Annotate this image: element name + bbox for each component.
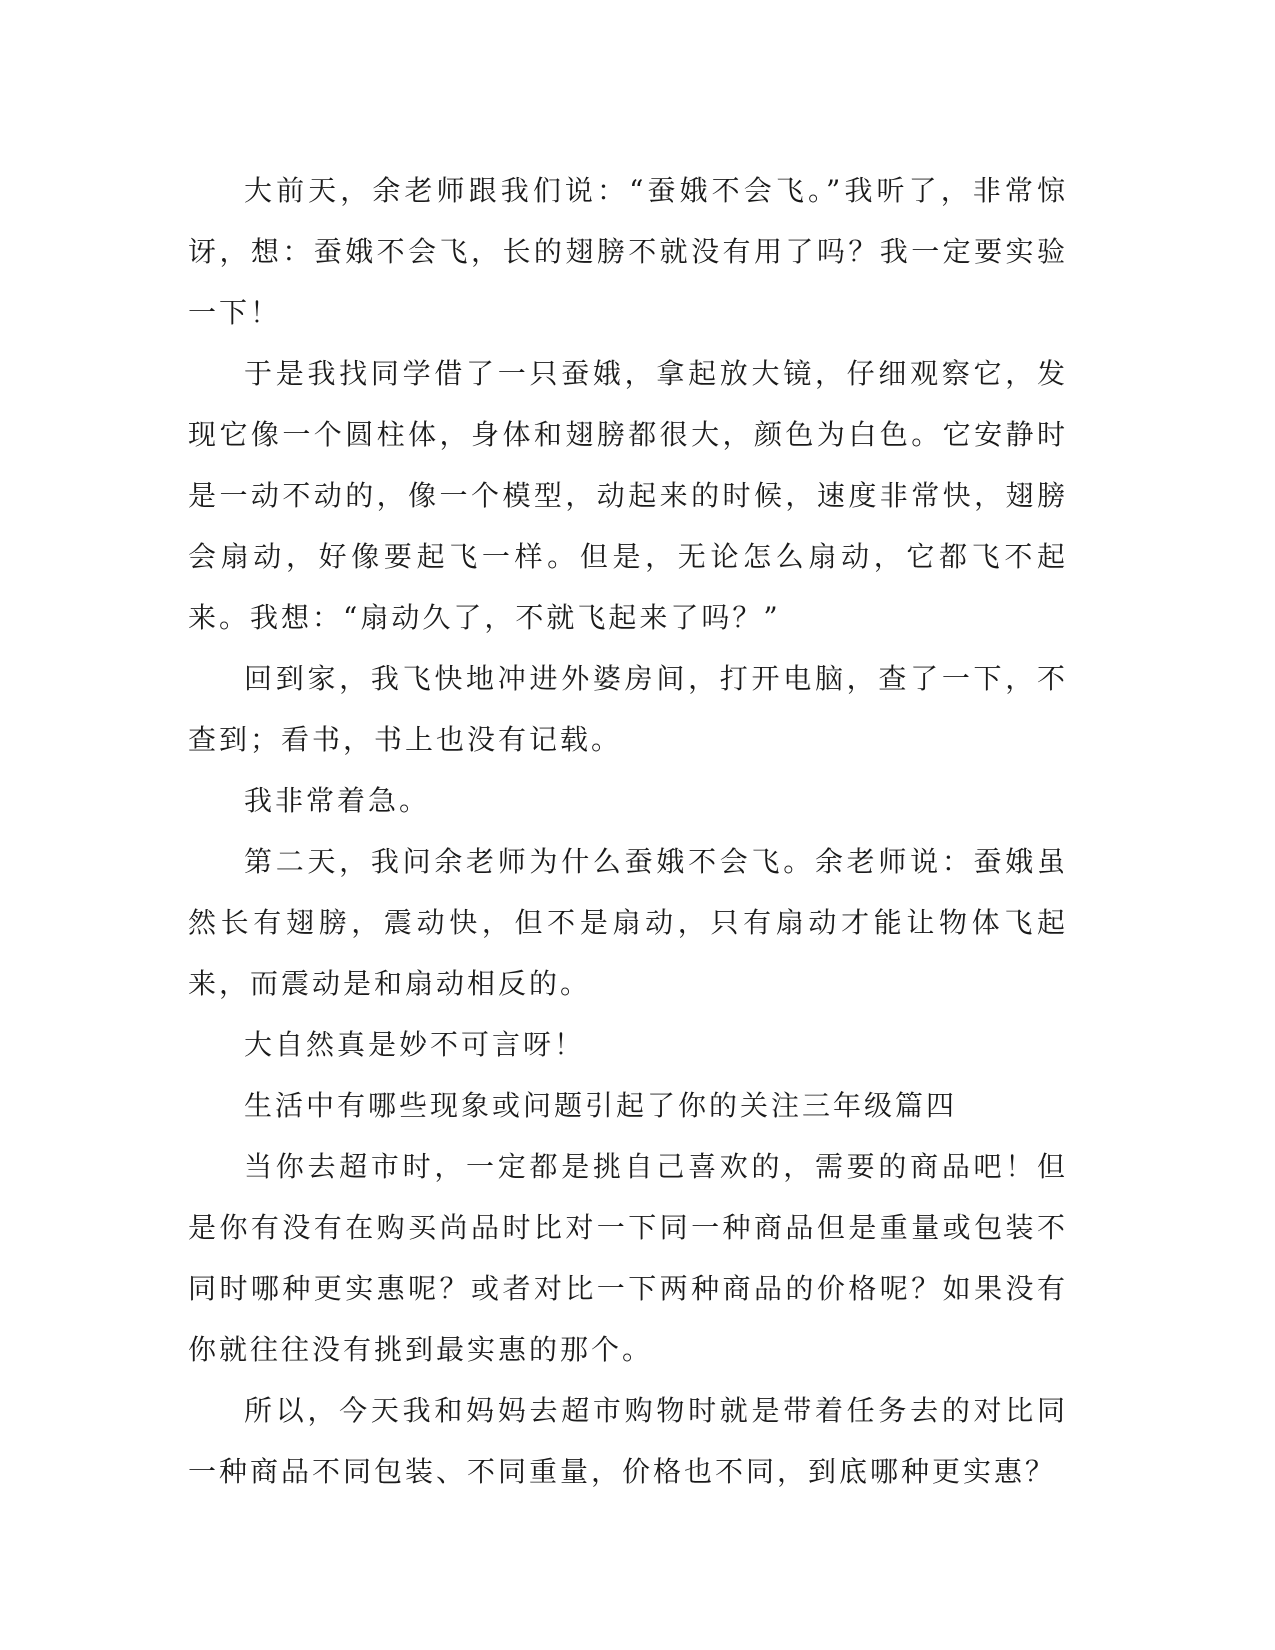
paragraph: 所以，今天我和妈妈去超市购物时就是带着任务去的对比同一种商品不同包装、不同重量，价格也不同，到底哪种更实惠？: [188, 1394, 1068, 1488]
paragraph: 第二天，我问余老师为什么蚕娥不会飞。余老师说：蚕娥虽然长有翅膀，震动快，但不是扇动，只有扇动才能让物体飞起来，而震动是和扇动相反的。: [188, 845, 1068, 1000]
paragraph: 大前天，余老师跟我们说：“蚕娥不会飞。”我听了，非常惊讶，想：蚕娥不会飞，长的翅膀不就没有用了吗？我一定要实验一下！: [188, 174, 1068, 329]
paragraph: 当你去超市时，一定都是挑自己喜欢的，需要的商品吧！但是你有没有在购买尚品时比对一下同一种商品但是重量或包装不同时哪种更实惠呢？或者对比一下两种商品的价格呢？如果没有你就往往没有挑到最实惠的那个。: [188, 1150, 1068, 1366]
document-body: [188, 160, 1068, 1502]
paragraph: 于是我找同学借了一只蚕娥，拿起放大镜，仔细观察它，发现它像一个圆柱体，身体和翅膀都很大，颜色为白色。它安静时是一动不动的，像一个模型，动起来的时候，速度非常快，翅膀会扇动，好像要起飞一样。但是，无论怎么扇动，它都飞不起来。我想：“扇动久了，不就飞起来了吗？”: [188, 357, 1068, 634]
paragraph: 回到家，我飞快地冲进外婆房间，打开电脑，查了一下，不查到；看书，书上也没有记载。: [188, 662, 1068, 756]
section-heading: 生活中有哪些现象或问题引起了你的关注三年级篇四: [244, 1089, 958, 1122]
paragraph: 大自然真是妙不可言呀！: [244, 1028, 586, 1061]
paragraph: 我非常着急。: [244, 784, 431, 817]
